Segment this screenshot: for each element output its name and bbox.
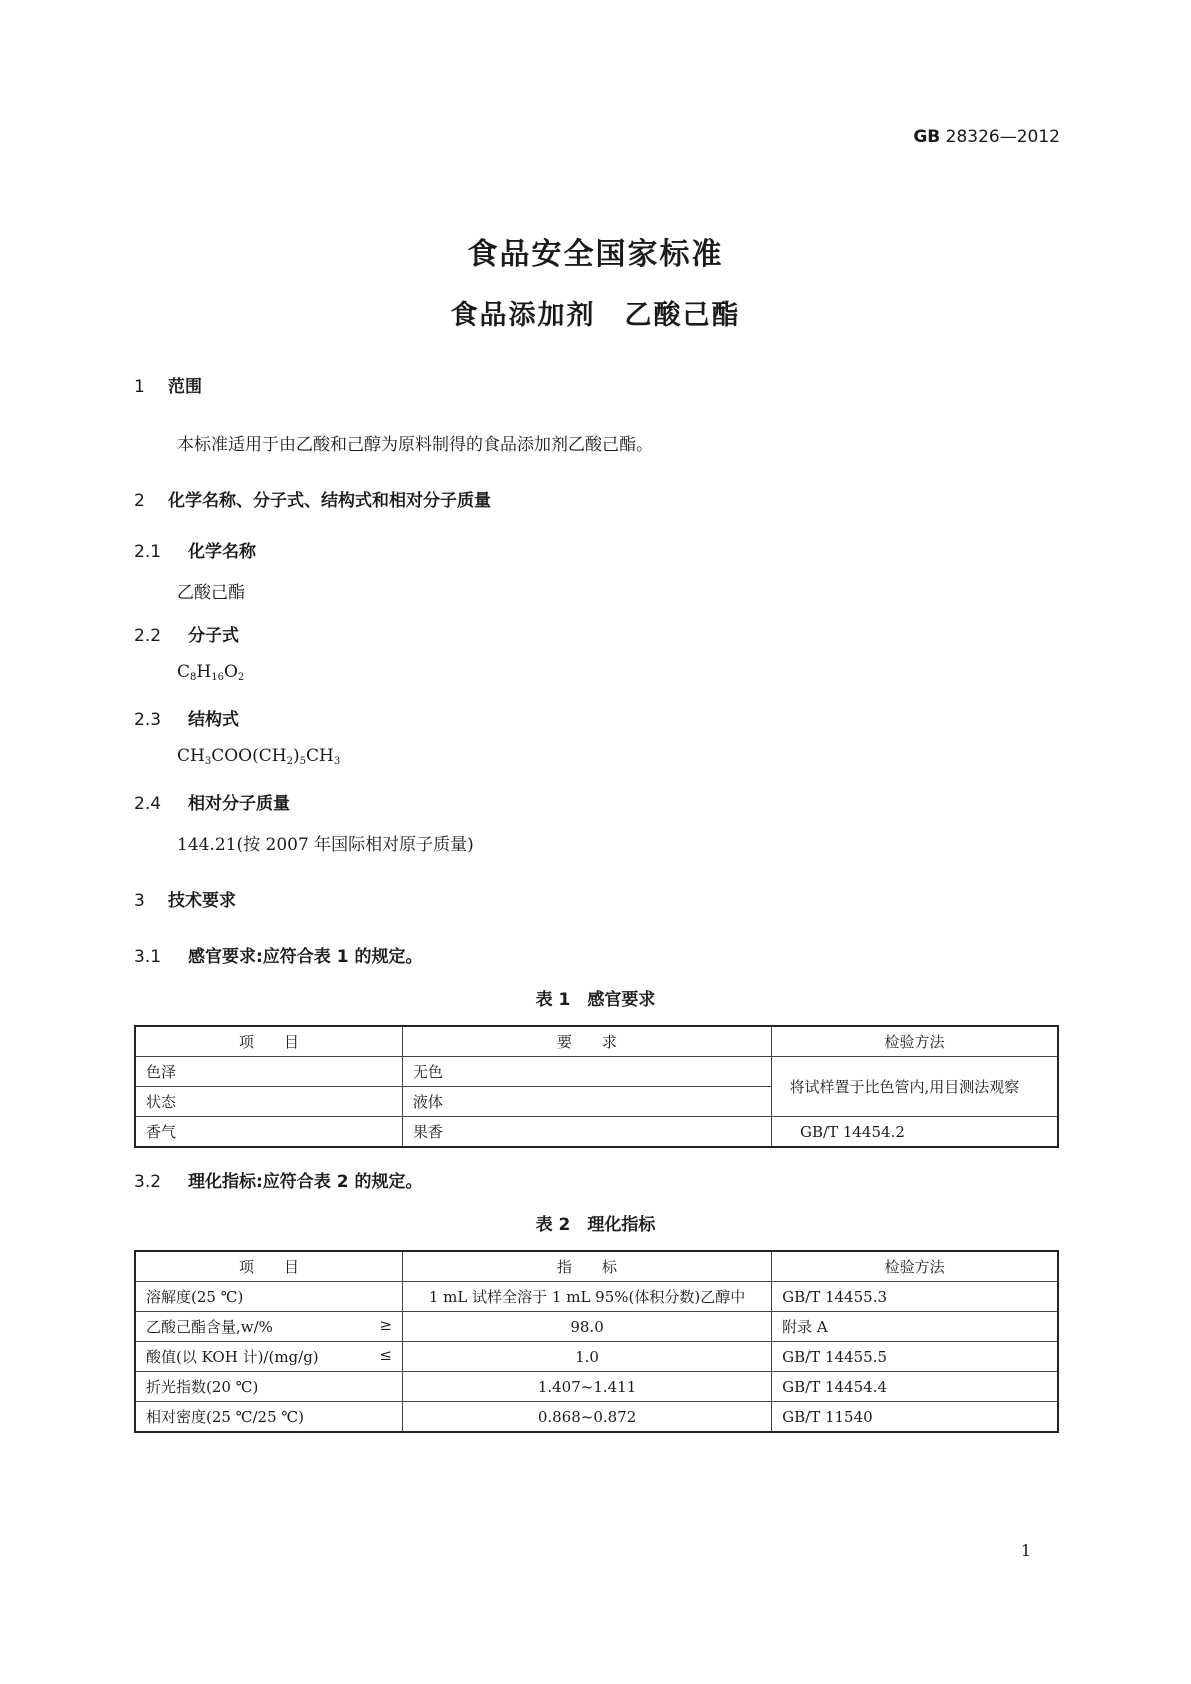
- cell-item: 酸值(以 KOH 计)/(mg/g) ≤: [135, 1342, 402, 1372]
- section-number: 2.1: [134, 542, 162, 562]
- table-row: [135, 1312, 1058, 1342]
- header-item: 项 目: [135, 1026, 402, 1057]
- section-number: 2.4: [134, 794, 162, 814]
- section-number: 1: [134, 377, 145, 397]
- cell-item: 香气: [135, 1117, 402, 1148]
- section-title: 化学名称: [188, 542, 256, 562]
- section-number: 3: [134, 891, 145, 911]
- cell-method-merged: 将试样置于比色管内,用目测法观察: [772, 1057, 1058, 1117]
- section-title: 技术要求: [168, 891, 236, 911]
- standard-prefix: GB: [913, 127, 941, 147]
- table-row: [135, 1342, 1058, 1372]
- table-header-row: [135, 1251, 1058, 1282]
- section-number: 2.3: [134, 710, 162, 730]
- cell-item: 色泽: [135, 1057, 402, 1087]
- cell-item: 状态: [135, 1087, 402, 1117]
- standard-code: [913, 127, 1060, 147]
- cell-item: 溶解度(25 ℃): [135, 1282, 402, 1312]
- table-1-sensory: [134, 1025, 1059, 1148]
- table-header-row: [135, 1026, 1058, 1057]
- table-row: [135, 1117, 1058, 1148]
- section-3-heading: [134, 886, 236, 911]
- cell-value: 0.868~0.872: [402, 1402, 771, 1433]
- section-title: 化学名称、分子式、结构式和相对分子质量: [168, 491, 491, 511]
- section-number: 2.2: [134, 626, 162, 646]
- section-2-2-heading: [134, 621, 239, 646]
- cell-item: 乙酸己酯含量,w/% ≥: [135, 1312, 402, 1342]
- cell-item: 折光指数(20 ℃): [135, 1372, 402, 1402]
- page-number: 1: [1020, 1541, 1031, 1560]
- table-1-caption: 表 1 感官要求: [535, 990, 656, 1010]
- section-3-1-heading: [134, 942, 422, 967]
- cell-value: 1.407~1.411: [402, 1372, 771, 1402]
- document-subtitle: 食品添加剂 乙酸己酯: [450, 300, 741, 331]
- molecular-mass: 144.21(按 2007 年国际相对原子质量): [177, 835, 474, 855]
- section-2-heading: [134, 486, 491, 511]
- section-number: 3.1: [134, 947, 162, 967]
- header-item: 项 目: [135, 1251, 402, 1282]
- cell-value: 1.0: [402, 1342, 771, 1372]
- cell-method: GB/T 11540: [772, 1402, 1058, 1433]
- header-requirement: 要 求: [402, 1026, 771, 1057]
- header-method: 检验方法: [772, 1251, 1058, 1282]
- table-2-physicochemical: [134, 1250, 1059, 1433]
- table-row: [135, 1402, 1058, 1433]
- structural-formula: $CH_3COO(CH_2)_5CH_3$: [177, 746, 341, 767]
- section-2-4-heading: [134, 789, 290, 814]
- section-title: 分子式: [188, 626, 239, 646]
- chemical-name: 乙酸己酯: [177, 583, 245, 603]
- cell-method: GB/T 14454.4: [772, 1372, 1058, 1402]
- section-1-body: 本标准适用于由乙酸和己醇为原料制得的食品添加剂乙酸己酯。: [177, 435, 653, 455]
- document-title: 食品安全国家标准: [467, 237, 724, 272]
- cell-value: 1 mL 试样全溶于 1 mL 95%(体积分数)乙醇中: [402, 1282, 771, 1312]
- table-row: [135, 1057, 1058, 1087]
- section-number: 3.2: [134, 1172, 162, 1192]
- header-index: 指 标: [402, 1251, 771, 1282]
- cell-method: GB/T 14454.2: [772, 1117, 1058, 1148]
- table-row: [135, 1372, 1058, 1402]
- cell-method: GB/T 14455.3: [772, 1282, 1058, 1312]
- cell-method: 附录 A: [772, 1312, 1058, 1342]
- section-3-2-heading: [134, 1167, 422, 1192]
- table-row: [135, 1282, 1058, 1312]
- standard-number: 28326—2012: [945, 127, 1060, 147]
- section-2-1-heading: [134, 537, 256, 562]
- cell-value: 98.0: [402, 1312, 771, 1342]
- cell-requirement: 果香: [402, 1117, 771, 1148]
- molecular-formula: $C_8H_{16}O_2$: [177, 662, 245, 683]
- section-2-3-heading: [134, 705, 239, 730]
- cell-requirement: 液体: [402, 1087, 771, 1117]
- section-title: 相对分子质量: [188, 794, 290, 814]
- section-title: 理化指标:应符合表 2 的规定。: [188, 1172, 423, 1192]
- section-title: 范围: [168, 377, 202, 397]
- header-method: 检验方法: [772, 1026, 1058, 1057]
- cell-requirement: 无色: [402, 1057, 771, 1087]
- cell-item: 相对密度(25 ℃/25 ℃): [135, 1402, 402, 1433]
- section-title: 感官要求:应符合表 1 的规定。: [188, 947, 423, 967]
- section-number: 2: [134, 491, 145, 511]
- cell-method: GB/T 14455.5: [772, 1342, 1058, 1372]
- section-1-heading: [134, 372, 202, 397]
- table-2-caption: 表 2 理化指标: [535, 1215, 656, 1235]
- section-title: 结构式: [188, 710, 239, 730]
